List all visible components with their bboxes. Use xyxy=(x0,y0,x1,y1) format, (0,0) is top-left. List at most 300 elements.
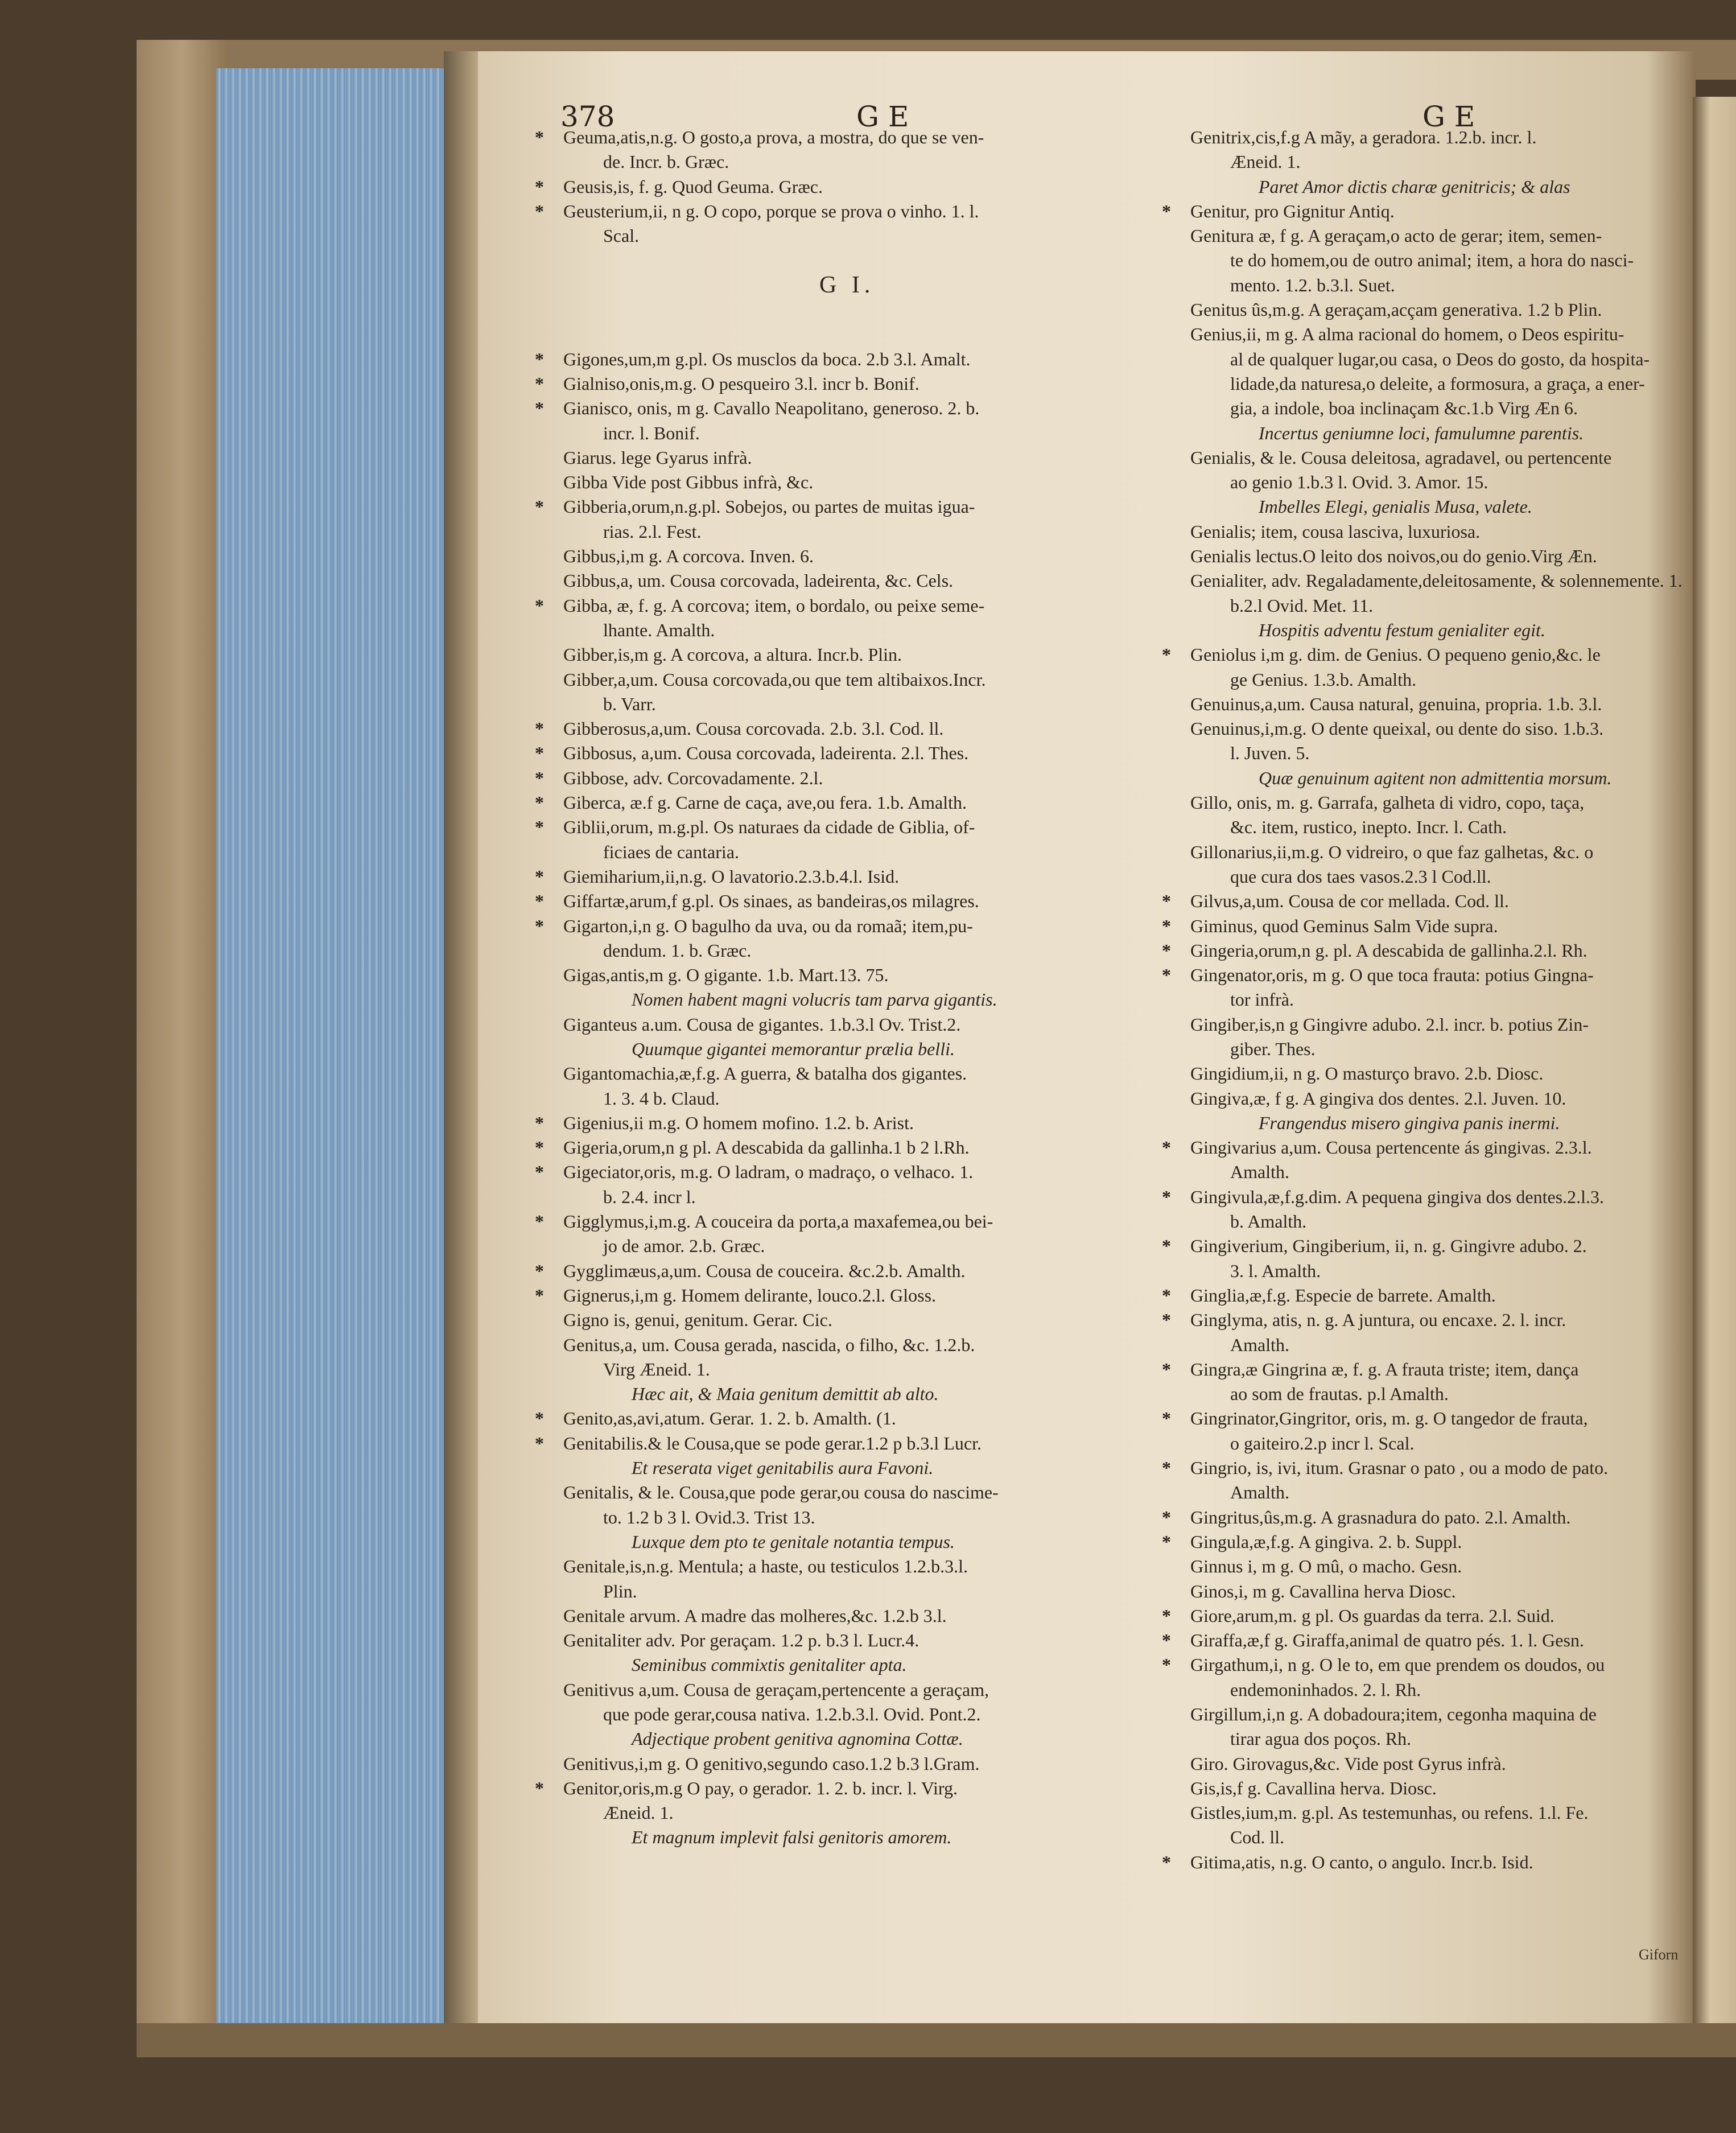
dictionary-line xyxy=(1190,372,1691,396)
dictionary-line xyxy=(563,1357,1144,1382)
dictionary-line xyxy=(1190,1209,1691,1234)
entry-text: Gigno is, genui, genitum. Gerar. Cic. xyxy=(563,1310,832,1331)
running-head-left: G E xyxy=(856,100,909,133)
dictionary-line xyxy=(1190,1259,1691,1283)
entry-text: Giemiharium,ii,n.g. O lavatorio.2.3.b.4.l. Isid. xyxy=(563,866,900,887)
entry-text: lidade,da naturesa,o deleite, a formosura, a graça, a ener- xyxy=(1230,373,1645,394)
asterisk-mark: * xyxy=(535,1137,544,1158)
dictionary-line xyxy=(535,1283,1144,1308)
dictionary-line xyxy=(563,1678,1144,1702)
dictionary-line xyxy=(1162,889,1691,913)
entry-text: Gigarton,i,n g. O bagulho da uva, ou da romaã; item,pu- xyxy=(563,915,973,936)
dictionary-line xyxy=(563,1653,1144,1677)
dictionary-line xyxy=(1190,569,1691,593)
entry-text: Et magnum implevit falsi genitoris amorem. xyxy=(632,1827,952,1848)
entry-text: Ginnus i, m g. O mû, o macho. Gesn. xyxy=(1190,1556,1462,1577)
dictionary-line xyxy=(563,1234,1144,1258)
dictionary-line xyxy=(1190,347,1691,372)
entry-text: Gignerus,i,m g. Homem delirante, louco.2.l. Gloss. xyxy=(563,1284,937,1306)
right-column xyxy=(1162,125,1691,1875)
entry-text: tor infrà. xyxy=(1230,989,1294,1010)
dictionary-line xyxy=(563,1086,1144,1111)
entry-text: endemoninhados. 2. l. Rh. xyxy=(1230,1679,1421,1700)
dictionary-line xyxy=(1162,1628,1691,1653)
dictionary-line xyxy=(1190,840,1691,864)
dictionary-line xyxy=(535,1431,1144,1456)
entry-text: Gingenator,oris, m g. O que toca frauta: potius Gingna- xyxy=(1190,965,1594,986)
dictionary-line xyxy=(563,322,1144,347)
dictionary-line xyxy=(535,1259,1144,1283)
entry-text: Gialniso,onis,m.g. O pesqueiro 3.l. incr b. Bonif. xyxy=(563,373,919,394)
dictionary-line xyxy=(563,544,1144,569)
entry-text: Gingivula,æ,f.g.dim. A pequena gingiva dos dentes.2.l.3. xyxy=(1190,1186,1605,1207)
dictionary-line xyxy=(1190,470,1691,495)
dictionary-line xyxy=(1190,1037,1691,1061)
entry-text: Hospitis adventu festum genialiter egit. xyxy=(1259,619,1545,640)
entry-text: Gibbus,a, um. Cousa corcovada, ladeirenta, &c. Cels. xyxy=(563,570,954,591)
entry-text: Gingiverium, Gingiberium, ii, n. g. Gingivre adubo. 2. xyxy=(1190,1236,1587,1257)
asterisk-mark: * xyxy=(535,767,544,788)
entry-text: Giro. Girovagus,&c. Vide post Gyrus infrà. xyxy=(1190,1753,1506,1774)
entry-text: G I. xyxy=(819,271,875,298)
dictionary-line xyxy=(1162,1308,1691,1332)
asterisk-mark: * xyxy=(1162,1457,1171,1479)
dictionary-line xyxy=(535,1406,1144,1431)
asterisk-mark: * xyxy=(535,792,544,813)
entry-text: Incertus geniumne loci, famulumne parentis. xyxy=(1259,422,1584,443)
asterisk-mark: * xyxy=(535,496,544,517)
asterisk-mark: * xyxy=(1162,891,1171,912)
catchword: Giforn xyxy=(1639,1946,1679,1963)
entry-text: Genialis, & le. Cousa deleitosa, agradavel, ou pertencente xyxy=(1190,447,1612,468)
dictionary-line xyxy=(535,815,1144,839)
asterisk-mark: * xyxy=(535,1211,544,1232)
entry-text: Geusterium,ii, n g. O copo, porque se prova o vinho. 1. l. xyxy=(563,200,979,221)
entry-text: Gigones,um,m g.pl. Os musclos da boca. 2.b 3.l. Amalt. xyxy=(563,348,971,369)
dictionary-line xyxy=(535,372,1144,396)
dictionary-line xyxy=(1190,446,1691,470)
entry-text: Genuinus,i,m.g. O dente queixal, ou dente do siso. 1.b.3. xyxy=(1190,718,1604,739)
entry-text: Cod. ll. xyxy=(1230,1827,1285,1848)
dictionary-line xyxy=(563,298,1144,322)
entry-text: Geniolus i,m g. dim. de Genius. O pequeno genio,&c. le xyxy=(1190,644,1601,665)
entry-text: Luxque dem pto te genitale notantia tempus. xyxy=(632,1531,955,1552)
dictionary-line xyxy=(1190,248,1691,273)
entry-text: Girgillum,i,n g. A dobadoura;item, cegonha maquina de xyxy=(1190,1704,1597,1724)
dictionary-line xyxy=(1190,298,1691,322)
asterisk-mark: * xyxy=(535,1112,544,1133)
dictionary-line xyxy=(1190,741,1691,765)
entry-text: Quumque gigantei memorantur prælia belli. xyxy=(632,1038,955,1059)
entry-text: Gigeria,orum,n g pl. A descabida da gallinha.1 b 2 l.Rh. xyxy=(563,1137,970,1158)
entry-text: Amalth. xyxy=(1230,1334,1289,1355)
dictionary-line xyxy=(1190,1086,1691,1111)
asterisk-mark: * xyxy=(535,1162,544,1183)
dictionary-line xyxy=(563,1702,1144,1727)
entry-text: Genitaliter adv. Por geraçam. 1.2 p. b.3 l. Lucr.4. xyxy=(563,1630,919,1651)
entry-text: Gibberia,orum,n.g.pl. Sobejos, ou partes de muitas igua- xyxy=(563,496,975,517)
entry-text: Gillo, onis, m. g. Garrafa, galheta di vidro, copo, taça, xyxy=(1190,792,1585,813)
asterisk-mark: * xyxy=(1162,200,1171,221)
dictionary-line xyxy=(563,938,1144,963)
dictionary-line xyxy=(1162,199,1691,224)
dictionary-line xyxy=(1162,963,1691,987)
asterisk-mark: * xyxy=(1162,965,1171,986)
asterisk-mark: * xyxy=(535,398,544,419)
dictionary-line xyxy=(563,150,1144,174)
entry-text: Ginos,i, m g. Cavallina herva Diosc. xyxy=(1190,1580,1456,1601)
dictionary-line xyxy=(1190,1776,1691,1801)
dictionary-line xyxy=(563,248,1144,273)
entry-text: Genitus ûs,m.g. A geraçam,acçam generativa. 1.2 b Plin. xyxy=(1190,299,1602,320)
asterisk-mark: * xyxy=(1162,915,1171,936)
entry-text: Ginglyma, atis, n. g. A juntura, ou encaxe. 2. l. incr. xyxy=(1190,1310,1566,1331)
dictionary-line xyxy=(1162,1456,1691,1480)
dictionary-line xyxy=(1162,1135,1691,1160)
dictionary-line xyxy=(1190,396,1691,421)
entry-text: Giganteus a.um. Cousa de gigantes. 1.b.3.l Ov. Trist.2. xyxy=(563,1014,961,1035)
dictionary-line xyxy=(1190,125,1691,150)
asterisk-mark: * xyxy=(535,127,544,147)
dictionary-line xyxy=(563,1801,1144,1825)
asterisk-mark: * xyxy=(1162,1851,1171,1872)
asterisk-mark: * xyxy=(535,348,544,369)
dictionary-line xyxy=(1162,643,1691,667)
dictionary-line xyxy=(1162,1604,1691,1628)
asterisk-mark: * xyxy=(535,1408,544,1429)
asterisk-mark: * xyxy=(1162,1137,1171,1158)
entry-text: Genitivus,i,m g. O genitivo,segundo caso.1.2 b.3 l.Gram. xyxy=(563,1753,980,1774)
dictionary-line xyxy=(563,1185,1144,1209)
dictionary-line xyxy=(535,1111,1144,1135)
entry-text: Amalth. xyxy=(1230,1482,1289,1503)
dictionary-line xyxy=(563,1505,1144,1530)
dictionary-line xyxy=(535,741,1144,765)
entry-text: ficiaes de cantaria. xyxy=(603,841,739,862)
asterisk-mark: * xyxy=(535,743,544,764)
entry-text: Gibba, æ, f. g. A corcova; item, o bordalo, ou peixe seme- xyxy=(563,595,985,616)
dictionary-line xyxy=(1190,766,1691,790)
dictionary-line xyxy=(1162,1505,1691,1530)
entry-text: te do homem,ou de outro animal; item, a hora do nasci- xyxy=(1230,250,1634,271)
entry-text: Gibber,is,m g. A corcova, a altura. Incr.b. Plin. xyxy=(563,644,902,665)
entry-text: Geusis,is, f. g. Quod Geuma. Græc. xyxy=(563,176,823,197)
entry-text: Genuinus,a,um. Causa natural, genuina, propria. 1.b. 3.l. xyxy=(1190,693,1602,714)
asterisk-mark: * xyxy=(1162,1654,1171,1675)
entry-text: tirar agua dos poços. Rh. xyxy=(1230,1728,1412,1749)
entry-text: al de qualquer lugar,ou casa, o Deos do gosto, da hospita- xyxy=(1230,348,1650,369)
dictionary-line xyxy=(563,1628,1144,1653)
dictionary-line xyxy=(563,1333,1144,1357)
entry-text: Gingiva,æ, f g. A gingiva dos dentes. 2.l. Juven. 10. xyxy=(1190,1088,1566,1109)
dictionary-line xyxy=(563,1382,1144,1406)
dictionary-line xyxy=(1190,1382,1691,1406)
dictionary-line xyxy=(1190,421,1691,446)
page-number: 378 xyxy=(560,100,615,133)
dictionary-line xyxy=(535,790,1144,815)
entry-text: Gis,is,f g. Cavallina herva. Diosc. xyxy=(1190,1777,1437,1798)
dictionary-line xyxy=(535,1776,1144,1801)
entry-text: dendum. 1. b. Græc. xyxy=(603,940,752,961)
asterisk-mark: * xyxy=(1162,1186,1171,1207)
asterisk-mark: * xyxy=(1162,940,1171,961)
entry-text: Giblii,orum, m.g.pl. Os naturaes da cidade de Giblia, of- xyxy=(563,817,975,838)
entry-text: Gigenius,ii m.g. O homem mofino. 1.2. b. Arist. xyxy=(563,1112,914,1133)
entry-text: lhante. Amalth. xyxy=(603,619,715,640)
dictionary-line xyxy=(563,963,1144,987)
entry-text: Amalth. xyxy=(1230,1162,1289,1183)
entry-text: b. Amalth. xyxy=(1230,1211,1307,1232)
entry-text: Giore,arum,m. g pl. Os guardas da terra. 2.l. Suid. xyxy=(1190,1605,1554,1626)
dictionary-line xyxy=(563,840,1144,864)
dictionary-line xyxy=(563,1480,1144,1505)
dictionary-line xyxy=(563,520,1144,544)
dictionary-line xyxy=(563,618,1144,643)
dictionary-line xyxy=(1190,224,1691,248)
dictionary-line xyxy=(1162,1406,1691,1431)
entry-text: jo de amor. 2.b. Græc. xyxy=(603,1236,765,1257)
entry-text: to. 1.2 b 3 l. Ovid.3. Trist 13. xyxy=(603,1506,815,1527)
entry-text: Et reserata viget genitabilis aura Favoni. xyxy=(632,1457,934,1479)
asterisk-mark: * xyxy=(535,891,544,912)
asterisk-mark: * xyxy=(1162,1310,1171,1331)
dictionary-line xyxy=(1190,1801,1691,1825)
dictionary-line xyxy=(535,125,1144,150)
entry-text: 1. 3. 4 b. Claud. xyxy=(603,1088,720,1109)
dictionary-line xyxy=(1190,692,1691,717)
entry-text: Hæc ait, & Maia genitum demittit ab alto. xyxy=(632,1383,939,1405)
dictionary-line xyxy=(1190,1111,1691,1135)
asterisk-mark: * xyxy=(535,1777,544,1798)
running-head-right: G E xyxy=(1422,100,1475,133)
dictionary-line xyxy=(1190,1727,1691,1751)
dictionary-line xyxy=(563,1012,1144,1037)
entry-text: b. Varr. xyxy=(603,693,656,714)
dictionary-line xyxy=(535,717,1144,741)
asterisk-mark: * xyxy=(1162,1605,1171,1626)
entry-text: &c. item, rustico, inepto. Incr. l. Cath. xyxy=(1230,817,1507,838)
dictionary-line xyxy=(1190,1579,1691,1604)
dictionary-line xyxy=(1190,322,1691,347)
dictionary-line xyxy=(1162,914,1691,938)
left-column xyxy=(535,125,1144,1850)
entry-text: Genitrix,cis,f.g A mãy, a geradora. 1.2.b. incr. l. xyxy=(1190,127,1537,147)
entry-text: ge Genius. 1.3.b. Amalth. xyxy=(1230,669,1417,690)
dictionary-line xyxy=(563,446,1144,470)
dictionary-line xyxy=(563,1752,1144,1776)
asterisk-mark: * xyxy=(535,1432,544,1453)
entry-text: Giberca, æ.f g. Carne de caça, ave,ou fera. 1.b. Amalth. xyxy=(563,792,967,813)
dictionary-line xyxy=(1162,1653,1691,1677)
entry-text: Genitor,oris,m.g O pay, o gerador. 1. 2. b. incr. l. Virg. xyxy=(563,1777,958,1798)
entry-text: Paret Amor dictis charæ genitricis; & alas xyxy=(1259,176,1570,197)
entry-text: Genitalis, & le. Cousa,que pode gerar,ou cousa do nascime- xyxy=(563,1482,999,1503)
entry-text: o gaiteiro.2.p incr l. Scal. xyxy=(1230,1432,1415,1453)
asterisk-mark: * xyxy=(535,176,544,197)
dictionary-line xyxy=(1190,1702,1691,1727)
entry-text: Genitale,is,n.g. Mentula; a haste, ou testiculos 1.2.b.3.l. xyxy=(563,1556,968,1577)
asterisk-mark: * xyxy=(1162,1506,1171,1527)
dictionary-line xyxy=(1190,815,1691,839)
entry-text: Gigantomachia,æ,f.g. A guerra, & batalha dos gigantes. xyxy=(563,1063,967,1084)
dictionary-line xyxy=(1162,1357,1691,1382)
entry-text: Gigglymus,i,m.g. A couceira da porta,a maxafemea,ou bei- xyxy=(563,1211,993,1232)
entry-text: Genitivus a,um. Cousa de geraçam,pertencente a geraçam, xyxy=(563,1679,989,1700)
dictionary-line xyxy=(563,643,1144,667)
asterisk-mark: * xyxy=(535,718,544,739)
entry-text: Giraffa,æ,f g. Giraffa,animal de quatro pés. 1. l. Gesn. xyxy=(1190,1630,1584,1651)
entry-text: b. 2.4. incr l. xyxy=(603,1186,696,1207)
dictionary-line xyxy=(563,1727,1144,1751)
dictionary-line xyxy=(535,1209,1144,1234)
asterisk-mark: * xyxy=(535,1260,544,1281)
entry-text: Seminibus commixtis genitaliter apta. xyxy=(632,1654,907,1675)
entry-text: Gibberosus,a,um. Cousa corcovada. 2.b. 3.l. Cod. ll. xyxy=(563,718,944,739)
entry-text: Gigeciator,oris, m.g. O ladram, o madraço, o velhaco. 1. xyxy=(563,1162,974,1183)
entry-text: Quæ genuinum agitent non admittentia morsum. xyxy=(1259,767,1612,788)
entry-text: mento. 1.2. b.3.l. Suet. xyxy=(1230,274,1395,295)
dictionary-line xyxy=(1162,1850,1691,1875)
asterisk-mark: * xyxy=(535,915,544,936)
dictionary-line xyxy=(1190,520,1691,544)
asterisk-mark: * xyxy=(535,817,544,838)
asterisk-mark: * xyxy=(535,1284,544,1306)
dictionary-line xyxy=(563,273,1144,298)
entry-text: Gistles,ium,m. g.pl. As testemunhas, ou refens. 1.l. Fe. xyxy=(1190,1802,1589,1823)
dictionary-line xyxy=(563,1456,1144,1480)
dictionary-line xyxy=(1190,987,1691,1012)
dictionary-line xyxy=(1190,1061,1691,1086)
entry-text: Genito,as,avi,atum. Gerar. 1. 2. b. Amalth. (1. xyxy=(563,1408,896,1429)
entry-text: giber. Thes. xyxy=(1230,1038,1316,1059)
entry-text: Giminus, quod Geminus Salm Vide supra. xyxy=(1190,915,1498,936)
book-binding xyxy=(137,40,228,2032)
dictionary-line xyxy=(563,1579,1144,1604)
entry-text: Gibbosus, a,um. Cousa corcovada, ladeirenta. 2.l. Thes. xyxy=(563,743,969,764)
entry-text: Gingrio, is, ivi, itum. Grasnar o pato , ou a modo de pato. xyxy=(1190,1457,1609,1479)
dictionary-line xyxy=(1162,1185,1691,1209)
dictionary-line xyxy=(535,864,1144,889)
dictionary-line xyxy=(1190,1554,1691,1579)
asterisk-mark: * xyxy=(1162,1358,1171,1380)
dictionary-line xyxy=(1190,175,1691,199)
dictionary-line xyxy=(1190,495,1691,519)
entry-text: Genitus,a, um. Cousa gerada, nascida, o filho, &c. 1.2.b. xyxy=(563,1334,975,1355)
entry-text: Gibbus,i,m g. A corcova. Inven. 6. xyxy=(563,546,814,567)
dictionary-line xyxy=(1190,1678,1691,1702)
dictionary-line xyxy=(563,1825,1144,1850)
entry-text: Gibbose, adv. Corcovadamente. 2.l. xyxy=(563,767,823,788)
dictionary-line xyxy=(1190,1012,1691,1037)
dictionary-line xyxy=(1190,618,1691,643)
dictionary-line xyxy=(563,987,1144,1012)
dictionary-line xyxy=(563,224,1144,248)
dictionary-line xyxy=(1190,544,1691,569)
dictionary-line xyxy=(1190,1480,1691,1505)
entry-text: ao genio 1.b.3 l. Ovid. 3. Amor. 15. xyxy=(1230,472,1488,493)
dictionary-line xyxy=(535,347,1144,372)
entry-text: Girgathum,i, n g. O le to, em que prendem os doudos, ou xyxy=(1190,1654,1605,1675)
entry-text: Frangendus misero gingiva panis inermi. xyxy=(1259,1112,1560,1133)
asterisk-mark: * xyxy=(1162,644,1171,665)
entry-text: Gitima,atis, n.g. O canto, o angulo. Incr.b. Isid. xyxy=(1190,1851,1533,1872)
entry-text: Æneid. 1. xyxy=(603,1802,674,1823)
entry-text: Genitabilis.& le Cousa,que se pode gerar.1.2 p b.3.l Lucr. xyxy=(563,1432,982,1453)
entry-text: Ginglia,æ,f.g. Especie de barrete. Amalth. xyxy=(1190,1284,1496,1306)
entry-text: Gingeria,orum,n g. pl. A descabida de gallinha.2.l. Rh. xyxy=(1190,940,1587,961)
entry-text: Gibber,a,um. Cousa corcovada,ou que tem altibaixos.Incr. xyxy=(563,669,986,690)
asterisk-mark: * xyxy=(535,866,544,887)
dictionary-line xyxy=(563,692,1144,717)
asterisk-mark: * xyxy=(535,373,544,394)
dictionary-line xyxy=(535,495,1144,519)
dictionary-line xyxy=(1162,1530,1691,1554)
entry-text: rias. 2.l. Fest. xyxy=(603,521,702,542)
entry-text: incr. l. Bonif. xyxy=(603,422,700,443)
entry-text: Giarus. lege Gyarus infrà. xyxy=(563,447,752,468)
dictionary-line xyxy=(563,1037,1144,1061)
dictionary-line xyxy=(1190,594,1691,618)
entry-text: Geuma,atis,n.g. O gosto,a prova, a mostra, do que se ven- xyxy=(563,127,984,147)
entry-text: Gigas,antis,m g. O gigante. 1.b. Mart.13. 75. xyxy=(563,965,889,986)
dictionary-line xyxy=(535,766,1144,790)
asterisk-mark: * xyxy=(535,200,544,221)
entry-text: Genialis lectus.O leito dos noivos,ou do genio.Virg Æn. xyxy=(1190,546,1597,567)
entry-text: Nomen habent magni volucris tam parva gigantis. xyxy=(632,989,997,1010)
dictionary-line xyxy=(563,1604,1144,1628)
entry-text: Gygglimæus,a,um. Cousa de couceira. &c.2.b. Amalth. xyxy=(563,1260,966,1281)
entry-text: Gingrinator,Gingritor, oris, m. g. O tangedor de frauta, xyxy=(1190,1408,1588,1429)
entry-text: Adjectique probent genitiva agnomina Cottæ. xyxy=(632,1728,963,1749)
dictionary-line xyxy=(1190,273,1691,298)
dictionary-line xyxy=(563,1530,1144,1554)
dictionary-line xyxy=(1190,1333,1691,1357)
entry-text: que cura dos taes vasos.2.3 l Cod.ll. xyxy=(1230,866,1491,887)
asterisk-mark: * xyxy=(1162,1531,1171,1552)
entry-text: Genitura æ, f g. A geraçam,o acto de gerar; item, semen- xyxy=(1190,225,1602,246)
book-cover-bottom xyxy=(137,2023,1736,2057)
asterisk-mark: * xyxy=(1162,1236,1171,1257)
entry-text: Scal. xyxy=(603,225,640,246)
entry-text: Gillonarius,ii,m.g. O vidreiro, o que faz galhetas, &c. o xyxy=(1190,841,1594,862)
dictionary-line xyxy=(535,175,1144,199)
entry-text: Virg Æneid. 1. xyxy=(603,1358,710,1380)
asterisk-mark: * xyxy=(1162,1284,1171,1306)
entry-text: Imbelles Elegi, genialis Musa, valete. xyxy=(1259,496,1532,517)
dictionary-line xyxy=(1162,1234,1691,1258)
entry-text: Gingra,æ Gingrina æ, f. g. A frauta triste; item, dança xyxy=(1190,1358,1579,1380)
dictionary-line xyxy=(1162,938,1691,963)
dictionary-line xyxy=(1162,1283,1691,1308)
dictionary-line xyxy=(1190,1160,1691,1184)
dictionary-line xyxy=(535,396,1144,421)
entry-text: Genius,ii, m g. A alma racional do homem, o Deos espiritu- xyxy=(1190,324,1624,345)
entry-text: Æneid. 1. xyxy=(1230,151,1301,172)
page-fore-edge xyxy=(216,68,450,2026)
dictionary-line xyxy=(1190,790,1691,815)
entry-text: Gingula,æ,f.g. A gingiva. 2. b. Suppl. xyxy=(1190,1531,1462,1552)
entry-text: ao som de frautas. p.l Amalth. xyxy=(1230,1383,1449,1405)
asterisk-mark: * xyxy=(1162,1630,1171,1651)
entry-text: b.2.l Ovid. Met. 11. xyxy=(1230,595,1374,616)
dictionary-line xyxy=(1190,717,1691,741)
entry-text: Genialis; item, cousa lasciva, luxuriosa. xyxy=(1190,521,1481,542)
entry-text: Plin. xyxy=(603,1580,637,1601)
entry-text: Gingritus,ûs,m.g. A grasnadura do pato. 2.l. Amalth. xyxy=(1190,1506,1571,1527)
entry-text: Giffartæ,arum,f g.pl. Os sinaes, as bandeiras,os milagres. xyxy=(563,891,979,912)
dictionary-line xyxy=(1190,1752,1691,1776)
dictionary-line xyxy=(563,569,1144,593)
